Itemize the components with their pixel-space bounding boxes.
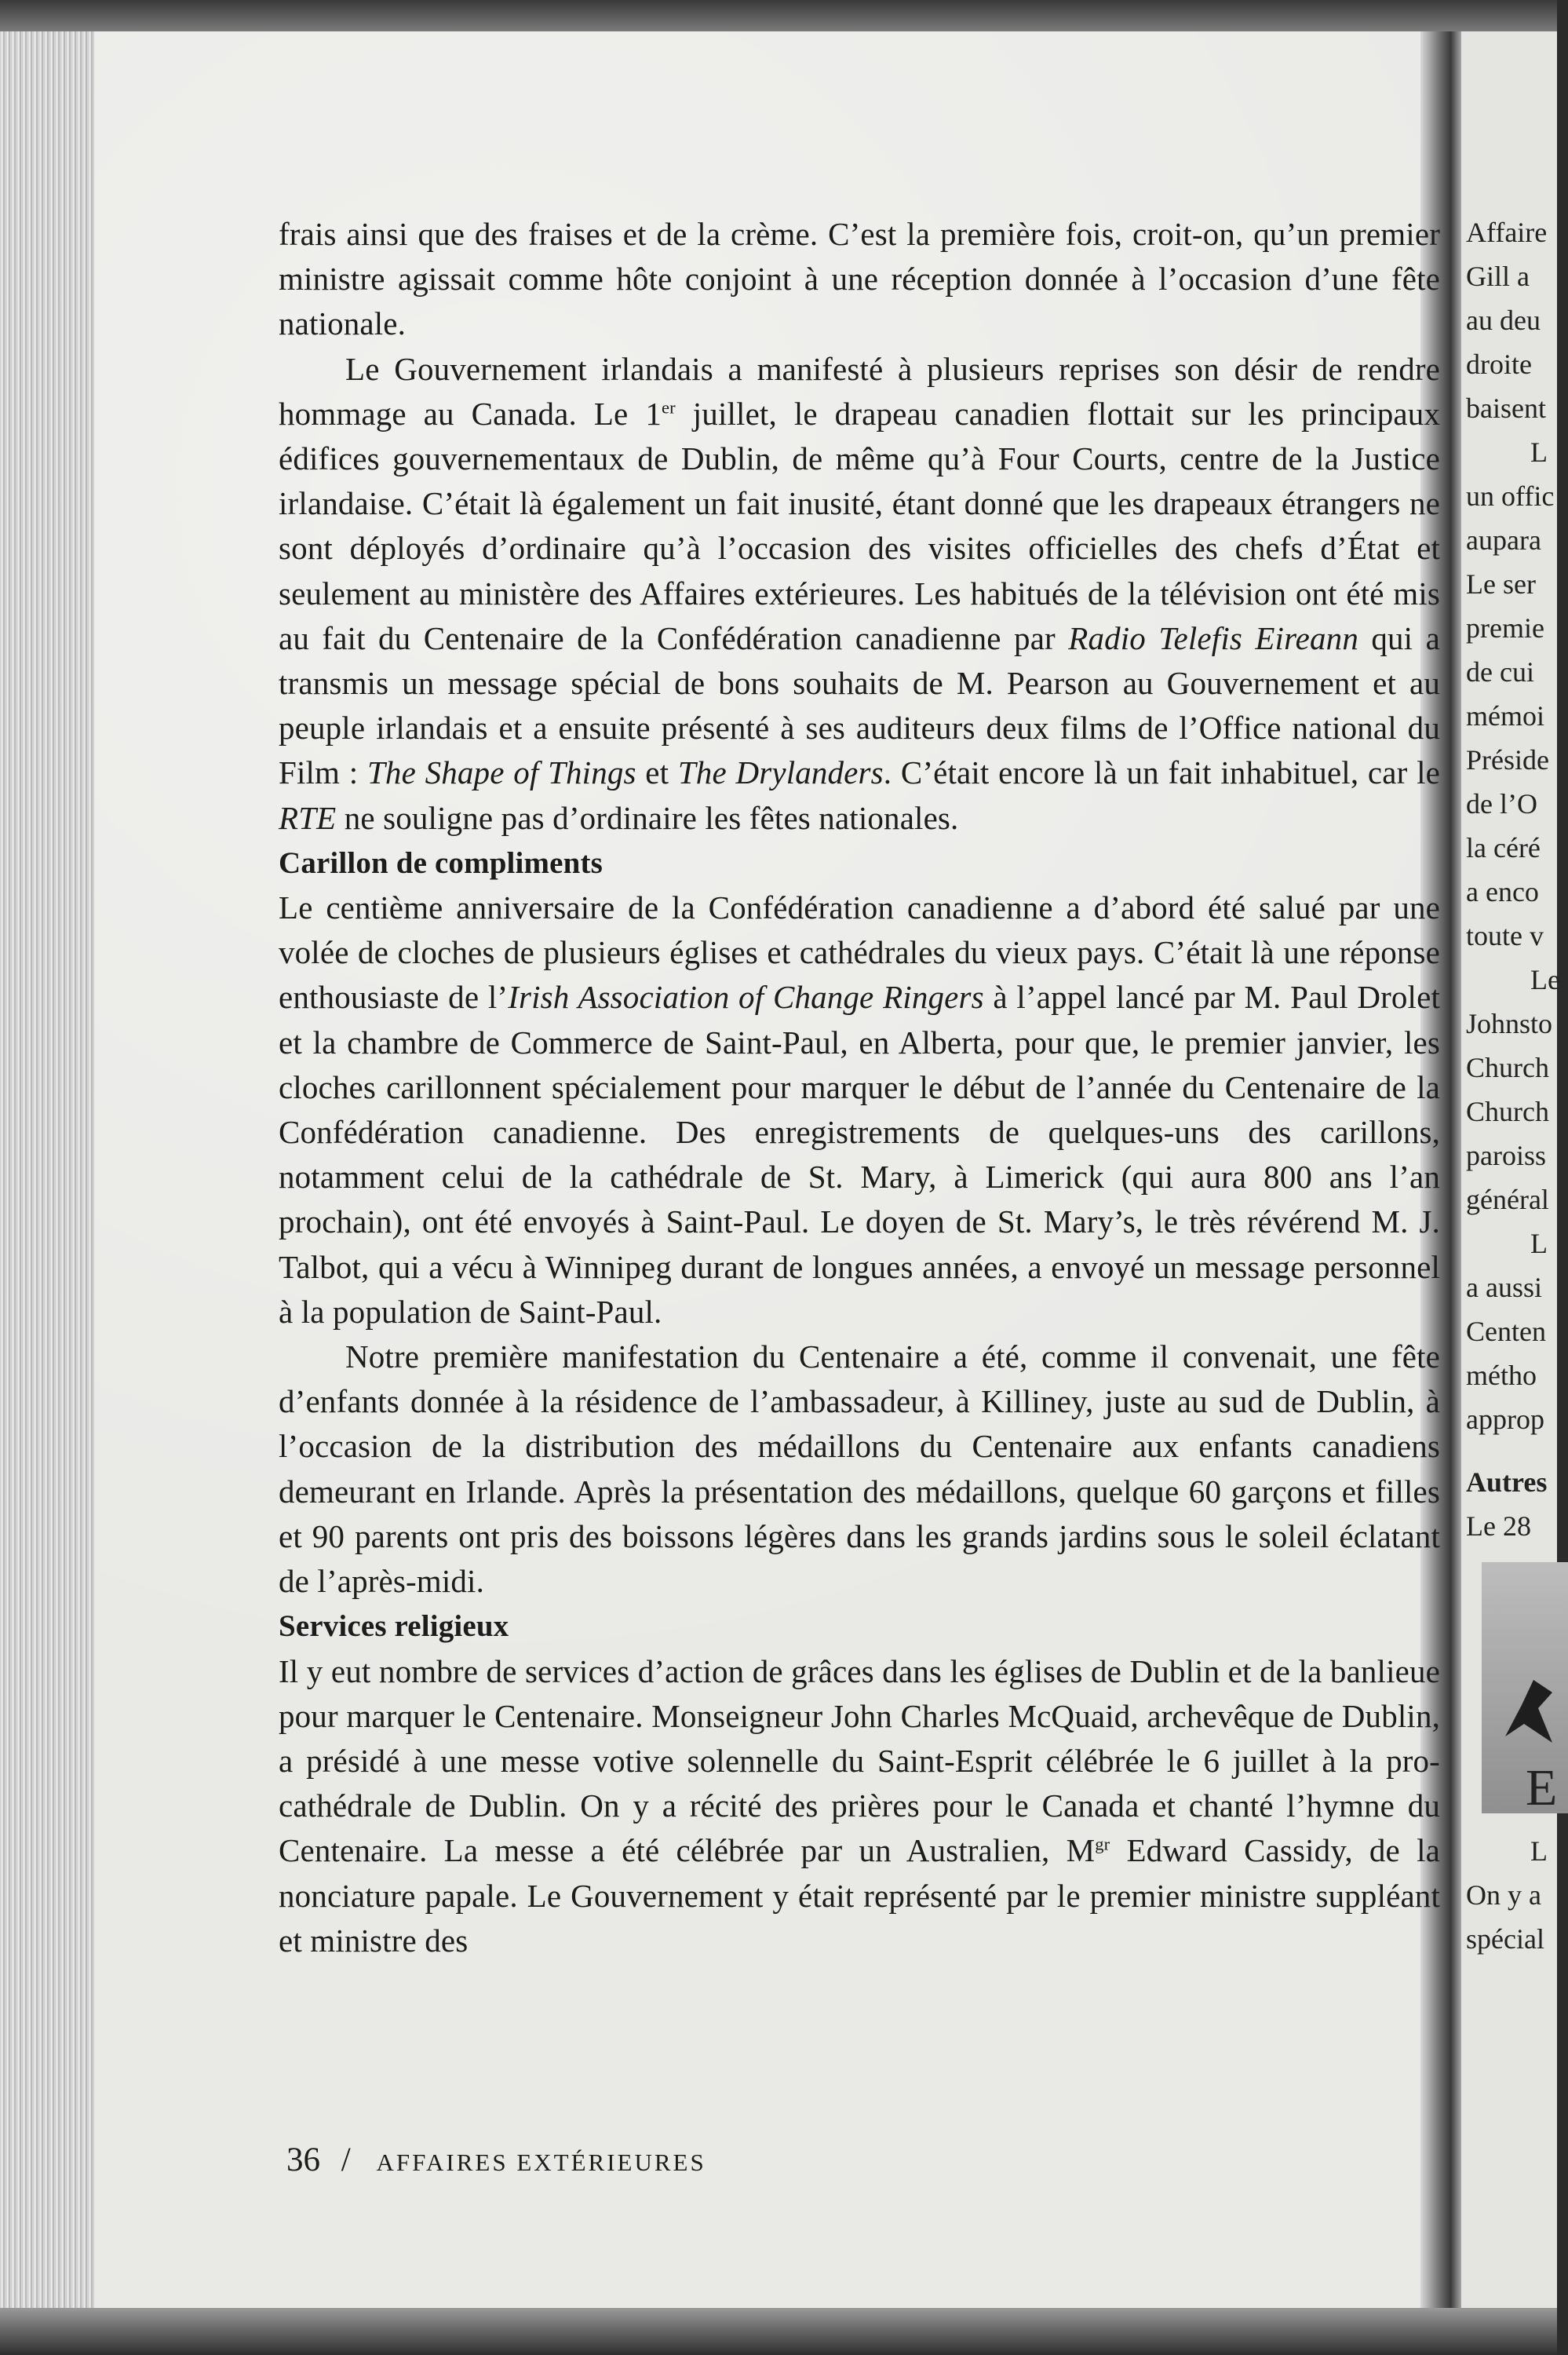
section-heading-services: Services religieux: [279, 1609, 509, 1644]
paragraph-children-party: Notre première manifestation du Centenaire a été, comme il convenait, une fête d’enfants donnée à la résidence de l’ambassadeur, à Killiney, juste au sud de Dublin, à l’occasion de la distribution des médaillons du Centenaire aux enfants canadiens demeurant en Irlande. Après la présentation des médaillons, quelque 60 garçons et filles et 90 parents ont pris des boissons légères dans les grands jardins sous le soleil éclatant de l’après-midi.: [279, 1338, 1440, 1600]
paragraph-services: Il y eut nombre de services d’action de grâces dans les églises de Dublin et de la banlieue pour marquer le Centenaire. Monseigneur John Charles McQuaid, archevêque de Dublin, a présidé à une messe votive solennelle du Saint-Esprit célébrée le 6 juillet à la pro-cathédrale de Dublin. On y a récité des prières pour le Canada et chanté l’hymne du Centenaire. La messe a été célébrée par un Australien, $M^{gr}$ Edward Cassidy, de la nonciature papale. Le Gouvernement y était représenté par le premier ministre suppléant et ministre des: [279, 1652, 1440, 1959]
facing-page-fragment: toute v: [1466, 920, 1544, 951]
facing-page-fragment: Préside: [1466, 744, 1549, 776]
facing-page-fragment: L: [1530, 1228, 1548, 1259]
facing-page-fragment: L: [1530, 1835, 1548, 1867]
facing-page-fragment: aupara: [1466, 524, 1541, 556]
facing-page-fragment: Le: [1530, 964, 1560, 995]
facing-page-fragment: On y a: [1466, 1879, 1541, 1911]
facing-page-fragment: mémoi: [1466, 700, 1544, 732]
facing-page-fragment: premie: [1466, 612, 1544, 644]
facing-page-fragment: Autres: [1466, 1466, 1548, 1498]
facing-page-fragment: approp: [1466, 1404, 1544, 1435]
facing-page-fragment: la céré: [1466, 832, 1541, 864]
facing-page-fragment: métho: [1466, 1360, 1537, 1391]
scan-bottom-border: [0, 2308, 1557, 2355]
paragraph-homage: Le Gouvernement irlandais a manifesté à plusieurs reprises son désir de rendre hommage au Canada. Le 1er juillet, le drapeau canadien flottait sur les principaux édifices gouvernementaux de Dublin, de même qu’à Four Courts, centre de la Justice irlandaise. C’était là également un fait inusité, étant donné que les drapeaux étrangers ne sont déployés d’ordinaire qu’à l’occasion des visites officielles des chefs d’État et seulement au ministère des Affaires extérieures. Les habitués de la télévision ont été mis au fait du Centenaire de la Confédération canadienne par Radio Telefis Eireann qui a transmis un message spécial de bons souhaits de M. Pearson au Gouvernement et au peuple irlandais et a ensuite présenté à ses auditeurs deux films de l’Office national du Film : The Shape of Things et The Drylanders. C’était encore là un fait inhabituel, car le RTE ne souligne pas d’ordinaire les fêtes nationales.: [279, 350, 1441, 836]
page-footer: [286, 2143, 706, 2177]
footer-separator: /: [341, 2141, 351, 2178]
facing-page-fragment: de cui: [1466, 656, 1534, 688]
facing-page-fragment: E: [1526, 1759, 1558, 1816]
facing-page-fragment: Le 28: [1466, 1510, 1531, 1542]
facing-page-fragment: baisent: [1466, 392, 1546, 424]
facing-page-fragment: un offic: [1466, 480, 1555, 512]
facing-page-fragment: Le ser: [1466, 568, 1536, 600]
facing-page-fragment: Johnsto: [1466, 1008, 1553, 1039]
page-number: 36: [286, 2141, 320, 2178]
facing-page-fragment: droite: [1466, 349, 1532, 380]
facing-page: [1461, 31, 1560, 2316]
facing-page-fragment: a enco: [1466, 876, 1539, 907]
facing-page-fragment: paroiss: [1466, 1140, 1546, 1171]
facing-page-fragment: Gill a: [1466, 261, 1530, 292]
paragraph-carillon: Le centième anniversaire de la Confédération canadienne a d’abord été salué par une volée de cloches de plusieurs églises et cathédrales du vieux pays. C’était là une réponse enthousiaste de l’Irish Association of Change Ringers à l’appel lancé par M. Paul Drolet et la chambre de Commerce de Saint-Paul, en Alberta, pour que, le premier janvier, les cloches carillonnent spécialement pour marquer le début de l’année du Centenaire de la Confédération canadienne. Des enregistrements de quelques-uns des carillons, notamment celui de la cathédrale de St. Mary, à Limerick (qui aura 800 ans l’an prochain), ont été envoyés à Saint-Paul. Le doyen de St. Mary’s, le très révérend M. J. Talbot, qui a vécu à Winnipeg durant de longues années, a envoyé un message personnel à la population de Saint-Paul.: [279, 889, 1440, 1330]
facing-page-fragment: Church: [1466, 1052, 1549, 1083]
facing-page-fragment: a aussi: [1466, 1272, 1542, 1303]
facing-page-fragment: de l’O: [1466, 788, 1537, 820]
running-title: AFFAIRES EXTÉRIEURES: [376, 2149, 706, 2176]
facing-page-photo: [1482, 1562, 1568, 1816]
facing-page-fragment: au deu: [1466, 305, 1541, 336]
facing-page-fragment: Centen: [1466, 1316, 1546, 1347]
facing-page-fragment: Church: [1466, 1096, 1549, 1127]
book-page-edges: [0, 31, 102, 2324]
facing-page-fragment: Affaire: [1466, 217, 1548, 248]
page-body: [279, 212, 1440, 1963]
bird-silhouette-icon: [1505, 1680, 1552, 1743]
facing-page-fragment: spécial: [1466, 1923, 1544, 1955]
paragraph-reception: frais ainsi que des fraises et de la crème. C’est la première fois, croit-on, qu’un premier ministre agissait comme hôte conjoint à une réception donnée à l’occasion d’une fête nationale.: [279, 216, 1440, 342]
section-heading-carillon: Carillon de compliments: [279, 845, 603, 880]
facing-page-fragment: L: [1530, 436, 1548, 468]
facing-page-fragment: général: [1466, 1184, 1549, 1215]
